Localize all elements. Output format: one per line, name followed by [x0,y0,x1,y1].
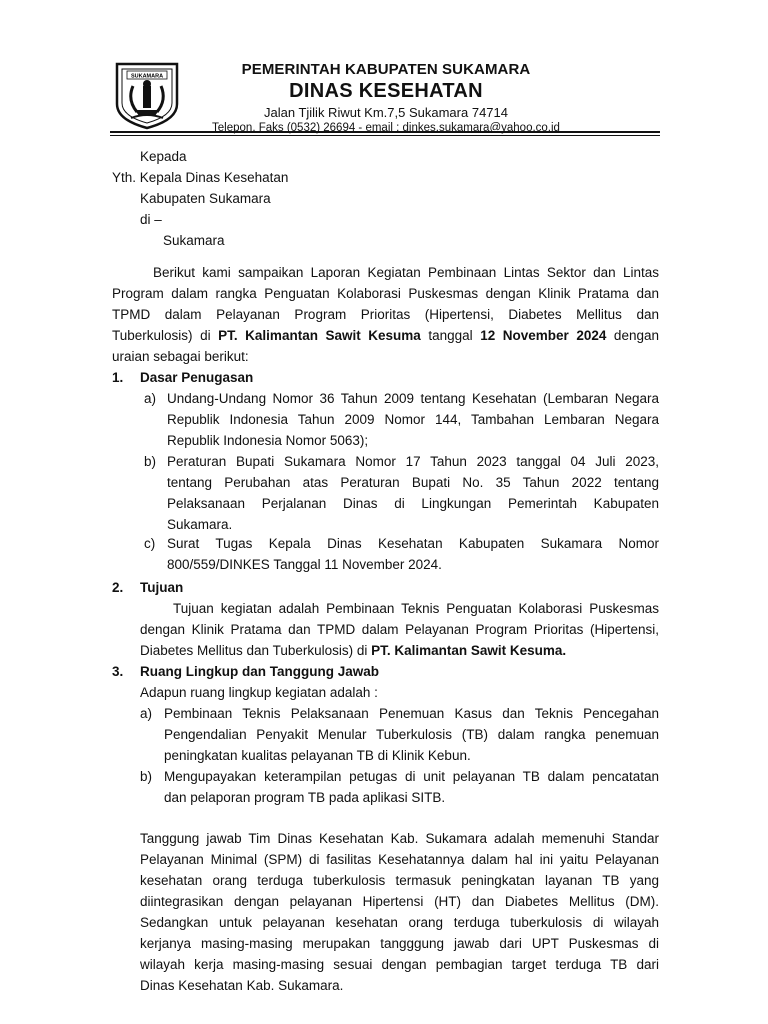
section3-item-b: Mengupayakan keterampilan petugas di unit pelayanan TB dalam pencatatan dan pelaporan program TB pada aplikasi SITB. [164,769,659,805]
header-rule-thin [110,135,660,136]
recipient-yth: Yth. Kepala Dinas Kesehatan [112,170,289,185]
visit-date: 12 November 2024 [480,328,607,343]
scope-intro: Adapun ruang lingkup kegiatan adalah : [140,685,378,700]
section1-item-a: Undang-Undang Nomor 36 Tahun 2009 tentang Kesehatan (Lembaran Negara Republik Indonesia Tahun 2009 Nomor 144, Tambahan Lembaran Negara Republik Indonesia Nomor 5063); [167,391,659,448]
section1-item-c: Surat Tugas Kepala Dinas Kesehatan Kabupaten Sukamara Nomor 800/559/DINKES Tanggal 11 November 2024. [167,536,659,572]
section-number: 2. [112,580,124,595]
section2-paragraph: Tujuan kegiatan adalah Pembinaan Teknis Penguatan Kolaborasi Puskesmas dengan Klinik Pratama dan TPMD dalam Pelayanan Program Prioritas (Hipertensi, Diabetes Mellitus dan Tuberkulosis) di PT. Kalimantan Sawit Kesuma. [140,601,659,658]
recipient-di: di – [140,212,162,227]
item-label: b) [144,454,157,469]
company-name: PT. Kalimantan Sawit Kesuma. [371,643,567,658]
section-title: Ruang Lingkup dan Tanggung Jawab [140,664,379,679]
letterhead [196,60,576,135]
intro-line: Tuberkulosis) di PT. Kalimantan Sawit Kesuma tanggal 12 November 2024 dengan [112,328,659,343]
intro-line: Berikut kami sampaikan Laporan Kegiatan Pembinaan Lintas Sektor dan Lintas [153,265,659,280]
recipient-kepada: Kepada [140,149,187,164]
recipient-city: Sukamara [163,233,225,248]
responsibility-paragraph: Tanggung jawab Tim Dinas Kesehatan Kab. Sukamara adalah memenuhi Standar Pelayanan Minimal (SPM) di fasilitas Kesehatannya dalam hal ini yaitu Pelayanan kesehatan orang terduga tuberkulosis termasuk peningkatan layanan TB yang diintegrasikan dengan pelayanan Hipertensi (HT) dan Diabetes Mellitus (DM). Sedangkan untuk pelayanan kesehatan orang terduga tuberkulosis di wilayah kerjanya masing-masing merupakan tangggung jawab dari UPT Puskesmas di wilayah kerja masing-masing sesuai dengan pembagian target terduga TB dari Dinas Kesehatan Kab. Sukamara. [140,831,659,993]
section-title: Dasar Penugasan [140,370,254,385]
department-name: DINAS KESEHATAN [289,80,483,102]
section-number: 1. [112,370,124,385]
section-number: 3. [112,664,124,679]
item-label: a) [144,391,157,406]
item-label: b) [140,769,153,784]
section3-item-a: Pembinaan Teknis Pelaksanaan Penemuan Kasus dan Teknis Pencegahan Pengendalian Penyakit Menular Tuberkulosis (TB) dalam rangka penemuan peningkatan kualitas pelayanan TB di Klinik Kebun. [164,706,659,763]
regency-crest-icon [113,60,181,130]
section1-item-b: Peraturan Bupati Sukamara Nomor 17 Tahun 2023 tanggal 04 Juli 2023, tentang Perubahan atas Peraturan Bupati No. 35 Tahun 2022 tentang Pelaksanaan Perjalanan Dinas di Lingkungan Pemerintah Kabupaten Sukamara. [167,454,659,532]
item-label: a) [140,706,153,721]
item-label: c) [144,536,156,551]
recipient-kabupaten: Kabupaten Sukamara [140,191,271,206]
company-name: PT. Kalimantan Sawit Kesuma [218,328,421,343]
logo-text: SUKAMARA [130,73,164,80]
contact-info: Telepon, Faks (0532) 26694 - email : dinkes.sukamara@yahoo.co.id [212,122,560,134]
intro-line: uraian sebagai berikut: [112,349,249,364]
intro-line: Program dalam rangka Penguatan Kolaborasi Puskesmas dengan Klinik Pratama dan [112,286,659,301]
header-rule-thick [110,131,660,133]
intro-paragraph [112,262,659,367]
government-name: PEMERINTAH KABUPATEN SUKAMARA [241,61,531,78]
section-title: Tujuan [140,580,184,595]
intro-line: TPMD dalam Pelayanan Program Prioritas (Hipertensi, Diabetes Mellitus dan [112,307,659,322]
office-address: Jalan Tjilik Riwut Km.7,5 Sukamara 74714 [264,105,508,120]
